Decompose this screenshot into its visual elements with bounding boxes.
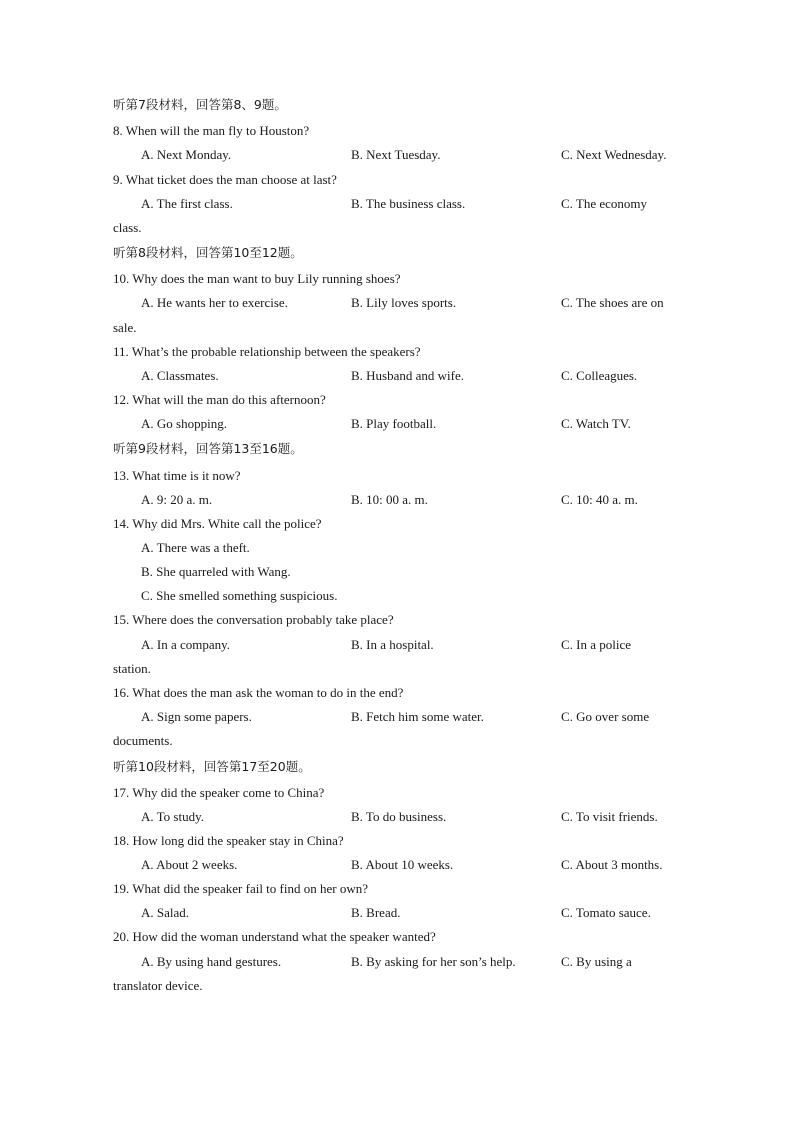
option-b: B. Play football. xyxy=(351,416,437,431)
section-heading-8: 听第8段材料，回答第10至12题。 xyxy=(113,245,303,260)
option-a: A. About 2 weeks. xyxy=(141,857,238,872)
option-b: B. By asking for her son’s help. xyxy=(351,954,516,969)
option-a: A. Salad. xyxy=(141,905,190,920)
option-a: A. Classmates. xyxy=(141,368,219,383)
option-a: A. To study. xyxy=(141,809,205,824)
question-14-option-b: B. She quarreled with Wang. xyxy=(141,564,291,579)
question-20-option-c-continued: translator device. xyxy=(113,978,203,993)
option-c: C. In a police xyxy=(561,637,632,652)
section-heading-10: 听第10段材料，回答第17至20题。 xyxy=(113,759,311,774)
question-15-option-c-continued: station. xyxy=(113,661,151,676)
question-10-option-c-continued: sale. xyxy=(113,320,137,335)
question-16-stem: 16. What does the man ask the woman to do in the end? xyxy=(113,685,404,700)
option-b: B. To do business. xyxy=(351,809,447,824)
question-9-option-c-continued: class. xyxy=(113,220,142,235)
option-b: B. The business class. xyxy=(351,196,466,211)
option-c: C. Watch TV. xyxy=(561,416,631,431)
question-12-stem: 12. What will the man do this afternoon? xyxy=(113,392,326,407)
option-a: A. 9: 20 a. m. xyxy=(141,492,213,507)
option-a: A. He wants her to exercise. xyxy=(141,295,288,310)
option-c: C. 10: 40 a. m. xyxy=(561,492,638,507)
question-17-stem: 17. Why did the speaker come to China? xyxy=(113,785,325,800)
question-8-stem: 8. When will the man fly to Houston? xyxy=(113,123,310,138)
option-c: C. Next Wednesday. xyxy=(561,147,667,162)
option-c: C. The economy xyxy=(561,196,648,211)
option-b: B. Fetch him some water. xyxy=(351,709,484,724)
section-heading-9: 听第9段材料，回答第13至16题。 xyxy=(113,441,303,456)
option-c: C. By using a xyxy=(561,954,632,969)
option-c: C. To visit friends. xyxy=(561,809,658,824)
option-b: B. About 10 weeks. xyxy=(351,857,454,872)
option-a: A. In a company. xyxy=(141,637,231,652)
option-a: A. By using hand gestures. xyxy=(141,954,282,969)
option-b: B. Next Tuesday. xyxy=(351,147,441,162)
option-a: A. Next Monday. xyxy=(141,147,232,162)
question-16-option-c-continued: documents. xyxy=(113,733,173,748)
option-a: A. The first class. xyxy=(141,196,233,211)
question-9-stem: 9. What ticket does the man choose at last? xyxy=(113,172,337,187)
option-b: B. In a hospital. xyxy=(351,637,434,652)
question-14-option-a: A. There was a theft. xyxy=(141,540,250,555)
question-14-stem: 14. Why did Mrs. White call the police? xyxy=(113,516,322,531)
question-10-stem: 10. Why does the man want to buy Lily running shoes? xyxy=(113,271,401,286)
question-11-stem: 11. What’s the probable relationship between the speakers? xyxy=(113,344,421,359)
question-20-stem: 20. How did the woman understand what the speaker wanted? xyxy=(113,929,436,944)
option-c: C. About 3 months. xyxy=(561,857,663,872)
option-b: B. Lily loves sports. xyxy=(351,295,457,310)
option-b: B. 10: 00 a. m. xyxy=(351,492,428,507)
question-13-stem: 13. What time is it now? xyxy=(113,468,241,483)
option-a: A. Go shopping. xyxy=(141,416,227,431)
question-19-stem: 19. What did the speaker fail to find on her own? xyxy=(113,881,368,896)
question-14-option-c: C. She smelled something suspicious. xyxy=(141,588,338,603)
option-a: A. Sign some papers. xyxy=(141,709,252,724)
question-18-stem: 18. How long did the speaker stay in China? xyxy=(113,833,344,848)
question-15-stem: 15. Where does the conversation probably take place? xyxy=(113,612,394,627)
option-c: C. The shoes are on xyxy=(561,295,664,310)
option-b: B. Bread. xyxy=(351,905,401,920)
section-heading-7: 听第7段材料，回答第8、9题。 xyxy=(113,97,287,112)
option-b: B. Husband and wife. xyxy=(351,368,465,383)
option-c: C. Colleagues. xyxy=(561,368,638,383)
option-c: C. Go over some xyxy=(561,709,650,724)
option-c: C. Tomato sauce. xyxy=(561,905,651,920)
